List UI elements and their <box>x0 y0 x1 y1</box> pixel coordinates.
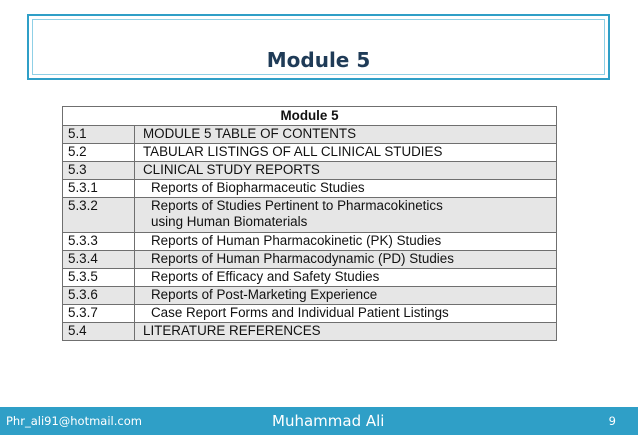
table-row <box>63 144 557 162</box>
section-number: 5.3.1 <box>63 180 135 198</box>
section-number: 5.1 <box>63 126 135 144</box>
section-title: Reports of Biopharmaceutic Studies <box>135 180 557 198</box>
slide-footer <box>0 407 638 435</box>
section-number: 5.2 <box>63 144 135 162</box>
section-number: 5.3.4 <box>63 251 135 269</box>
section-title: MODULE 5 TABLE OF CONTENTS <box>135 126 557 144</box>
slide-title-box <box>27 14 610 80</box>
table-row <box>63 233 557 251</box>
section-number: 5.3.2 <box>63 198 135 233</box>
footer-page-number: 9 <box>608 414 616 428</box>
section-title-line-2: using Human Biomaterials <box>151 214 308 229</box>
section-number: 5.3.7 <box>63 305 135 323</box>
table-row <box>63 126 557 144</box>
footer-author: Muhammad Ali <box>272 412 385 430</box>
section-title: Reports of Efficacy and Safety Studies <box>135 269 557 287</box>
section-number: 5.3 <box>63 162 135 180</box>
section-title-line-1: Reports of Studies Pertinent to Pharmacokinetics <box>151 198 443 213</box>
table-row <box>63 323 557 341</box>
section-title: LITERATURE REFERENCES <box>135 323 557 341</box>
slide-title: Module 5 <box>266 48 371 72</box>
table-row <box>63 269 557 287</box>
section-number: 5.3.3 <box>63 233 135 251</box>
footer-email: Phr_ali91@hotmail.com <box>6 414 142 428</box>
table-row <box>63 287 557 305</box>
table-header: Module 5 <box>63 107 557 126</box>
table-row <box>63 305 557 323</box>
section-number: 5.3.6 <box>63 287 135 305</box>
table-header-row <box>63 107 557 126</box>
section-title: Reports of Human Pharmacodynamic (PD) Studies <box>135 251 557 269</box>
section-title <box>135 198 557 233</box>
section-title: Reports of Human Pharmacokinetic (PK) Studies <box>135 233 557 251</box>
section-number: 5.3.5 <box>63 269 135 287</box>
section-number: 5.4 <box>63 323 135 341</box>
table-row <box>63 198 557 233</box>
section-title: Reports of Post-Marketing Experience <box>135 287 557 305</box>
section-title: Case Report Forms and Individual Patient Listings <box>135 305 557 323</box>
table-row <box>63 251 557 269</box>
table-row <box>63 162 557 180</box>
section-title: TABULAR LISTINGS OF ALL CLINICAL STUDIES <box>135 144 557 162</box>
section-title: CLINICAL STUDY REPORTS <box>135 162 557 180</box>
module-5-table <box>62 106 557 341</box>
table-row <box>63 180 557 198</box>
